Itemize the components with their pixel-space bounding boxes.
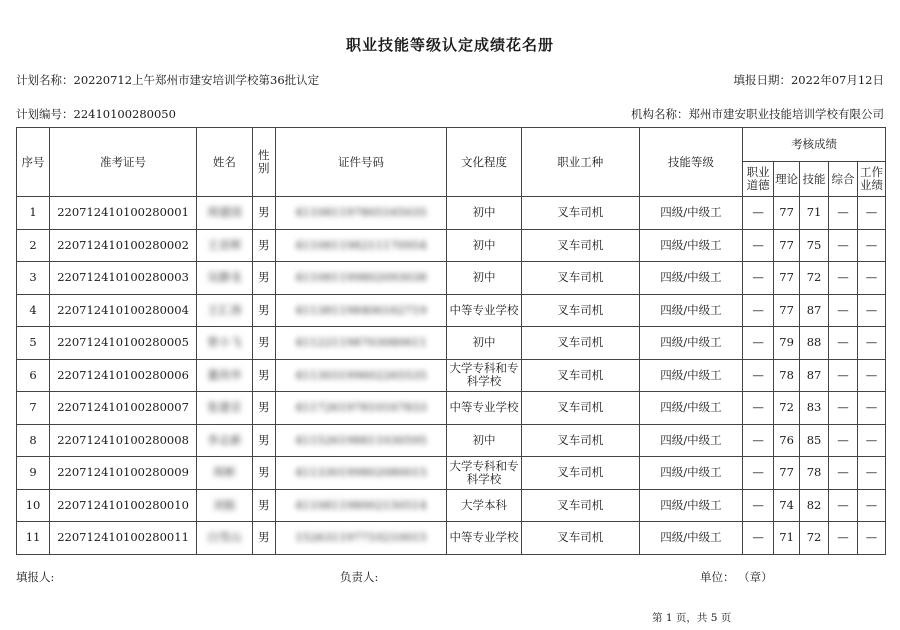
header-name: 姓名: [196, 128, 252, 197]
row-gender: 男: [252, 489, 275, 522]
row-skill: 72: [800, 262, 829, 295]
row-theory: 79: [774, 327, 800, 360]
row-ethics: —: [743, 294, 774, 327]
row-level: 四级/中级工: [639, 262, 742, 295]
row-overall: —: [828, 262, 857, 295]
row-id-no-redacted: 411381198406162719: [295, 302, 427, 317]
table-row: [17, 229, 886, 262]
row-name: [196, 229, 252, 262]
row-id-no: [275, 489, 447, 522]
row-seq: 7: [17, 392, 50, 425]
filler-label: 填报人:: [16, 570, 55, 584]
row-theory: 72: [774, 392, 800, 425]
row-theory: 77: [774, 457, 800, 490]
row-level: 四级/中级工: [639, 489, 742, 522]
row-overall: —: [828, 359, 857, 392]
header-level: 技能等级: [639, 128, 742, 197]
row-overall: —: [828, 457, 857, 490]
table-row: [17, 327, 886, 360]
row-name: [196, 197, 252, 230]
row-level: 四级/中级工: [639, 229, 742, 262]
page-title: 职业技能等级认定成绩花名册: [345, 36, 554, 54]
row-id-no: [275, 457, 447, 490]
table-row: [17, 489, 886, 522]
row-work: —: [857, 392, 885, 425]
row-ethics: —: [743, 489, 774, 522]
row-seq: 8: [17, 424, 50, 457]
row-work: —: [857, 327, 885, 360]
row-theory: 77: [774, 197, 800, 230]
table-row: [17, 197, 886, 230]
org-name-value: 郑州市建安职业技能培训学校有限公司: [688, 107, 884, 121]
responsible-label: 负责人:: [340, 570, 379, 584]
row-exam-no: 220712410100280005: [50, 327, 197, 360]
row-name-redacted: 白雪山: [207, 530, 242, 545]
row-job: 叉车司机: [521, 327, 639, 360]
row-theory: 77: [774, 262, 800, 295]
row-exam-no: 220712410100280009: [50, 457, 197, 490]
row-id-no: [275, 327, 447, 360]
row-id-no-redacted: 411303199602265535: [295, 367, 427, 382]
row-overall: —: [828, 522, 857, 555]
row-skill: 87: [800, 359, 829, 392]
row-exam-no: 220712410100280011: [50, 522, 197, 555]
row-skill: 75: [800, 229, 829, 262]
row-skill: 71: [800, 197, 829, 230]
row-overall: —: [828, 197, 857, 230]
row-name: [196, 294, 252, 327]
row-name: [196, 327, 252, 360]
row-overall: —: [828, 392, 857, 425]
row-seq: 11: [17, 522, 50, 555]
row-id-no-redacted: 411221198703080611: [295, 335, 427, 350]
row-level: 四级/中级工: [639, 294, 742, 327]
row-level: 四级/中级工: [639, 457, 742, 490]
row-job: 叉车司机: [521, 392, 639, 425]
row-theory: 78: [774, 359, 800, 392]
row-name: [196, 392, 252, 425]
row-education: 大学专科和专科学校: [447, 457, 521, 490]
row-overall: —: [828, 424, 857, 457]
row-id-no-redacted: 411081199802093038: [295, 270, 427, 285]
row-exam-no: 220712410100280007: [50, 392, 197, 425]
header-seq: 序号: [17, 128, 50, 197]
row-education: 中等专业学校: [447, 392, 521, 425]
row-ethics: —: [743, 392, 774, 425]
row-theory: 76: [774, 424, 800, 457]
row-education: 中等专业学校: [447, 522, 521, 555]
row-theory: 71: [774, 522, 800, 555]
score-roster-table: [16, 127, 886, 555]
header-ethics: 职业道德: [743, 162, 774, 197]
row-work: —: [857, 294, 885, 327]
row-name-redacted: 王首晖: [207, 237, 242, 252]
row-gender: 男: [252, 294, 275, 327]
row-gender: 男: [252, 229, 275, 262]
row-seq: 5: [17, 327, 50, 360]
header-overall: 综合: [828, 162, 857, 197]
header-exam-no: 准考证号: [50, 128, 197, 197]
row-exam-no: 220712410100280003: [50, 262, 197, 295]
row-overall: —: [828, 229, 857, 262]
org-name: [631, 106, 884, 122]
row-ethics: —: [743, 262, 774, 295]
header-id-no: 证件号码: [275, 128, 447, 197]
row-level: 四级/中级工: [639, 359, 742, 392]
row-name: [196, 522, 252, 555]
header-education: 文化程度: [447, 128, 521, 197]
row-skill: 72: [800, 522, 829, 555]
row-ethics: —: [743, 327, 774, 360]
table-row: [17, 522, 886, 555]
row-id-no-redacted: 411081198002150514: [295, 497, 427, 512]
row-id-no: [275, 522, 447, 555]
header-job: 职业工种: [521, 128, 639, 197]
org-name-label: 机构名称：: [631, 107, 689, 121]
plan-name: [16, 72, 319, 88]
row-name-redacted: 李志新: [207, 432, 242, 447]
row-gender: 男: [252, 457, 275, 490]
table-row: [17, 392, 886, 425]
row-ethics: —: [743, 229, 774, 262]
table-row: [17, 294, 886, 327]
row-level: 四级/中级工: [639, 522, 742, 555]
row-name-redacted: 张建京: [207, 400, 242, 415]
row-exam-no: 220712410100280008: [50, 424, 197, 457]
row-overall: —: [828, 489, 857, 522]
row-skill: 88: [800, 327, 829, 360]
header-work: 工作业绩: [857, 162, 885, 197]
row-job: 叉车司机: [521, 229, 639, 262]
row-skill: 87: [800, 294, 829, 327]
row-gender: 男: [252, 424, 275, 457]
roster-body: [17, 197, 886, 555]
row-exam-no: 220712410100280010: [50, 489, 197, 522]
row-id-no-redacted: 411526198811030595: [295, 432, 427, 447]
row-seq: 6: [17, 359, 50, 392]
plan-number-value: 22410100280050: [73, 107, 176, 121]
page-indicator: 第 1 页，共 5 页: [652, 612, 732, 624]
row-id-no: [275, 262, 447, 295]
row-job: 叉车司机: [521, 457, 639, 490]
row-job: 叉车司机: [521, 522, 639, 555]
row-education: 初中: [447, 424, 521, 457]
row-seq: 10: [17, 489, 50, 522]
row-level: 四级/中级工: [639, 197, 742, 230]
row-overall: —: [828, 327, 857, 360]
header-gender: 性别: [252, 128, 275, 197]
fill-date-value: 2022年07月12日: [790, 73, 884, 87]
row-work: —: [857, 457, 885, 490]
row-work: —: [857, 359, 885, 392]
row-job: 叉车司机: [521, 424, 639, 457]
row-seq: 1: [17, 197, 50, 230]
row-id-no: [275, 424, 447, 457]
row-name-redacted: 董尚华: [207, 367, 242, 382]
row-work: —: [857, 424, 885, 457]
row-exam-no: 220712410100280002: [50, 229, 197, 262]
header-theory: 理论: [774, 162, 800, 197]
row-overall: —: [828, 294, 857, 327]
plan-number: [16, 106, 176, 122]
row-work: —: [857, 522, 885, 555]
row-gender: 男: [252, 327, 275, 360]
row-education: 初中: [447, 229, 521, 262]
row-job: 叉车司机: [521, 294, 639, 327]
row-theory: 77: [774, 294, 800, 327]
plan-name-value: 20220712上午郑州市建安培训学校第36批认定: [73, 73, 320, 87]
row-education: 大学本科: [447, 489, 521, 522]
row-gender: 男: [252, 522, 275, 555]
row-name: [196, 424, 252, 457]
fill-date: [733, 72, 884, 88]
row-skill: 83: [800, 392, 829, 425]
row-education: 初中: [447, 262, 521, 295]
row-seq: 4: [17, 294, 50, 327]
row-level: 四级/中级工: [639, 327, 742, 360]
row-ethics: —: [743, 197, 774, 230]
row-gender: 男: [252, 197, 275, 230]
row-education: 初中: [447, 197, 521, 230]
row-work: —: [857, 197, 885, 230]
row-id-no-redacted: 411081198211170954: [295, 237, 427, 252]
table-row: [17, 262, 886, 295]
row-level: 四级/中级工: [639, 424, 742, 457]
row-job: 叉车司机: [521, 262, 639, 295]
row-work: —: [857, 262, 885, 295]
row-id-no-redacted: 411330199802080015: [295, 465, 427, 480]
row-id-no: [275, 392, 447, 425]
row-id-no-redacted: 152631197710210015: [295, 530, 427, 545]
row-level: 四级/中级工: [639, 392, 742, 425]
row-name-redacted: 曾小飞: [207, 335, 242, 350]
header-scores: 考核成绩: [743, 128, 886, 162]
table-row: [17, 424, 886, 457]
row-ethics: —: [743, 424, 774, 457]
row-id-no: [275, 359, 447, 392]
row-id-no: [275, 294, 447, 327]
row-job: 叉车司机: [521, 489, 639, 522]
row-id-no: [275, 229, 447, 262]
row-name-redacted: 吴静龙: [207, 270, 242, 285]
row-name: [196, 262, 252, 295]
fill-date-label: 填报日期：: [733, 73, 791, 87]
row-ethics: —: [743, 457, 774, 490]
row-work: —: [857, 489, 885, 522]
row-gender: 男: [252, 392, 275, 425]
row-name: [196, 359, 252, 392]
row-education: 大学专科和专科学校: [447, 359, 521, 392]
row-education: 中等专业学校: [447, 294, 521, 327]
row-skill: 82: [800, 489, 829, 522]
row-name-redacted: 王汇涛: [207, 302, 242, 317]
row-name-redacted: 周建国: [207, 205, 242, 220]
table-row: [17, 359, 886, 392]
row-exam-no: 220712410100280004: [50, 294, 197, 327]
plan-number-label: 计划编号：: [16, 107, 74, 121]
row-seq: 2: [17, 229, 50, 262]
row-name: [196, 457, 252, 490]
row-gender: 男: [252, 262, 275, 295]
row-exam-no: 220712410100280006: [50, 359, 197, 392]
unit-stamp-label: 单位： （章）: [700, 570, 773, 584]
row-seq: 3: [17, 262, 50, 295]
row-name-redacted: 周彬: [212, 465, 236, 480]
row-id-no: [275, 197, 447, 230]
header-skill: 技能: [800, 162, 829, 197]
row-education: 初中: [447, 327, 521, 360]
table-row: [17, 457, 886, 490]
row-ethics: —: [743, 522, 774, 555]
row-id-no-redacted: 411726197810167833: [295, 400, 427, 415]
row-name: [196, 489, 252, 522]
row-seq: 9: [17, 457, 50, 490]
row-job: 叉车司机: [521, 359, 639, 392]
row-id-no-redacted: 411081197805165035: [295, 205, 427, 220]
row-theory: 77: [774, 229, 800, 262]
row-ethics: —: [743, 359, 774, 392]
row-name-redacted: 刘振: [212, 497, 236, 512]
row-theory: 74: [774, 489, 800, 522]
plan-name-label: 计划名称：: [16, 73, 74, 87]
row-skill: 78: [800, 457, 829, 490]
row-exam-no: 220712410100280001: [50, 197, 197, 230]
row-work: —: [857, 229, 885, 262]
row-job: 叉车司机: [521, 197, 639, 230]
row-skill: 85: [800, 424, 829, 457]
row-gender: 男: [252, 359, 275, 392]
